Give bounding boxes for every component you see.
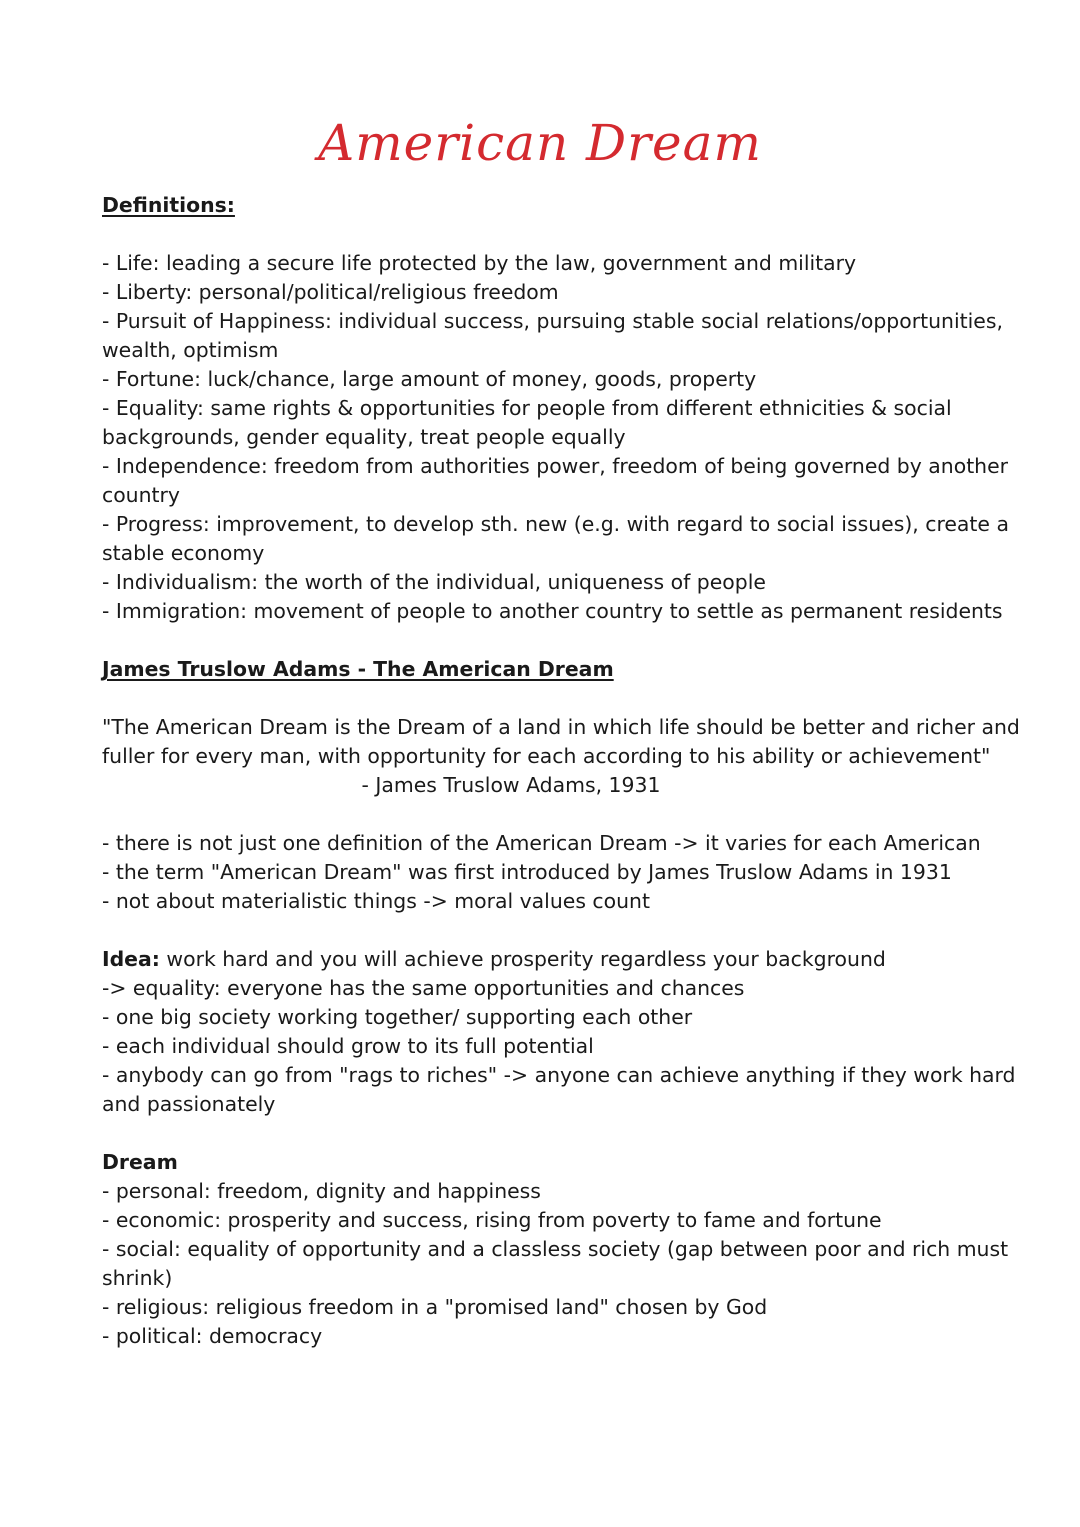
quote-line: "The American Dream is the Dream of a land in which life should be better and richer and (102, 715, 1020, 739)
idea-section (102, 945, 1016, 1119)
idea-line (102, 945, 992, 974)
definition-line: stable economy (102, 541, 265, 565)
definition-line: - Equality: same rights & opportunities for people from different ethnicities & social (102, 396, 952, 420)
quote-attribution: - James Truslow Adams, 1931 (361, 773, 661, 797)
definition-line: - Fortune: luck/chance, large amount of money, goods, property (102, 367, 757, 391)
definition-line: wealth, optimism (102, 338, 279, 362)
dream-point: - political: democracy (102, 1324, 323, 1348)
dream-point: - economic: prosperity and success, rising from poverty to fame and fortune (102, 1208, 882, 1232)
definition-line: - Immigration: movement of people to another country to settle as permanent residents (102, 599, 1003, 623)
spacer (102, 220, 992, 249)
adams-point: - not about materialistic things -> moral values count (102, 889, 650, 913)
spacer (102, 1119, 992, 1148)
page-title: American Dream (318, 114, 762, 172)
definition-line: - Liberty: personal/political/religious freedom (102, 280, 559, 304)
adams-point: - the term "American Dream" was first introduced by James Truslow Adams in 1931 (102, 860, 952, 884)
adams-quote (102, 713, 1020, 800)
adams-heading: James Truslow Adams - The American Dream (102, 657, 614, 681)
definition-line: - Independence: freedom from authorities power, freedom of being governed by another (102, 454, 1009, 478)
dream-point: - religious: religious freedom in a "promised land" chosen by God (102, 1295, 768, 1319)
idea-point: - anybody can go from "rags to riches" -> anyone can achieve anything if they work hard (102, 1063, 1016, 1087)
dream-point: - social: equality of opportunity and a classless society (gap between poor and rich must (102, 1237, 1009, 1261)
spacer (102, 626, 992, 655)
idea-point: -> equality: everyone has the same opportunities and chances (102, 976, 745, 1000)
definition-line: - Progress: improvement, to develop sth. new (e.g. with regard to social issues), create a (102, 512, 1009, 536)
definitions-list (102, 249, 1009, 626)
dream-section (102, 1148, 1009, 1351)
definitions-heading: Definitions: (102, 193, 235, 217)
quote-line: fuller for every man, with opportunity for each according to his ability or achievement" (102, 744, 991, 768)
adams-point: - there is not just one definition of the American Dream -> it varies for each American (102, 831, 981, 855)
dream-heading: Dream (102, 1150, 178, 1174)
spacer (102, 800, 992, 829)
definition-line: - Individualism: the worth of the individual, uniqueness of people (102, 570, 766, 594)
idea-text: work hard and you will achieve prosperity regardless your background (159, 947, 886, 971)
idea-point: and passionately (102, 1092, 276, 1116)
definition-line: - Pursuit of Happiness: individual success, pursuing stable social relations/opportunities, (102, 309, 1003, 333)
idea-point: - one big society working together/ supporting each other (102, 1005, 693, 1029)
definition-line: country (102, 483, 180, 507)
idea-label: Idea: (102, 947, 160, 971)
dream-point: - personal: freedom, dignity and happiness (102, 1179, 541, 1203)
document-body (102, 191, 1020, 1351)
spacer (102, 916, 992, 945)
definition-line: backgrounds, gender equality, treat people equally (102, 425, 626, 449)
spacer (102, 684, 992, 713)
dream-point: shrink) (102, 1266, 173, 1290)
definition-line: - Life: leading a secure life protected by the law, government and military (102, 251, 857, 275)
idea-point: - each individual should grow to its full potential (102, 1034, 594, 1058)
adams-points (102, 829, 992, 916)
